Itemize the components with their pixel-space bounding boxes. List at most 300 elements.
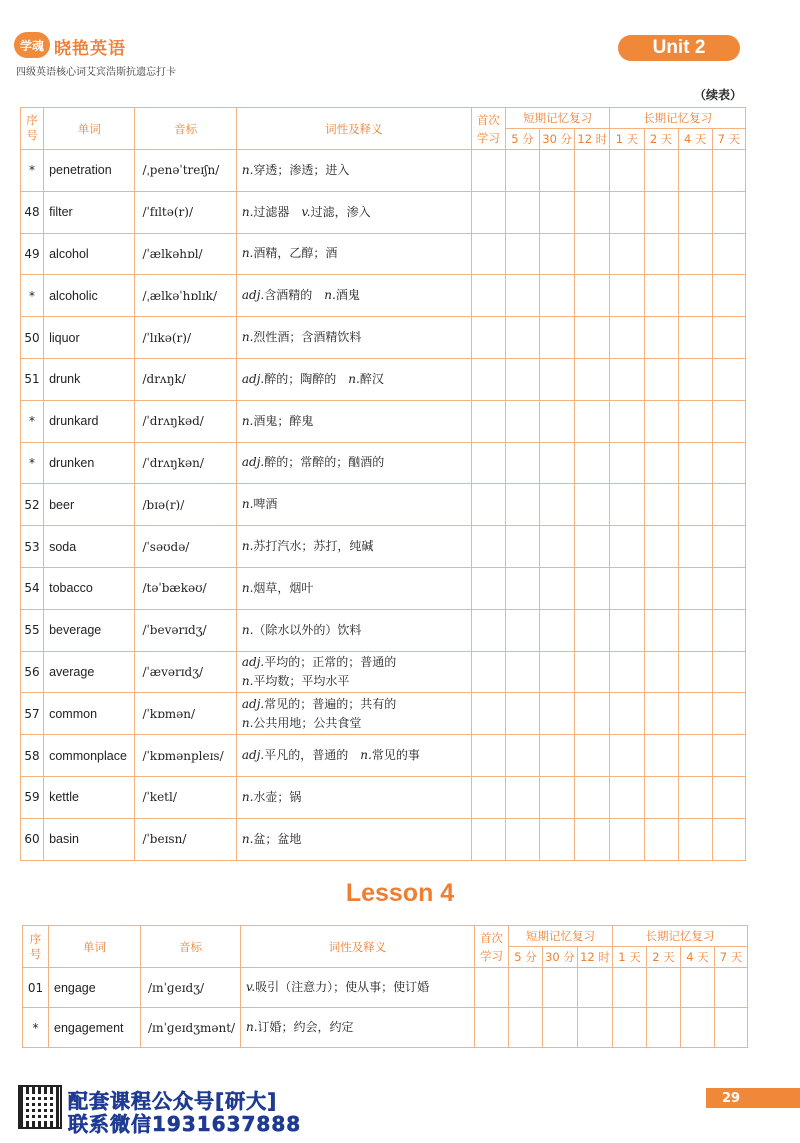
phonetic-cell: /ˈævərɪdʒ/	[135, 651, 236, 693]
checkbox-review[interactable]	[575, 150, 610, 192]
checkbox-review[interactable]	[540, 735, 575, 777]
checkbox-review[interactable]	[647, 1008, 681, 1048]
definition-cell	[236, 275, 471, 317]
table-row	[21, 693, 746, 735]
definition-text: 平凡的，普通的	[264, 748, 361, 763]
checkbox-review[interactable]	[712, 275, 745, 317]
checkbox-review[interactable]	[678, 651, 712, 693]
checkbox-review[interactable]	[678, 484, 712, 526]
col-header-first-study-text: 首次学习	[476, 112, 500, 145]
phonetic-cell: /təˈbækəʊ/	[135, 567, 236, 609]
col-header-interval: 7 天	[715, 947, 748, 968]
definition-text: 订婚；约会，约定	[257, 1020, 354, 1034]
checkbox-review[interactable]	[505, 735, 539, 777]
definition-text: 酒鬼	[335, 288, 360, 303]
checkbox-review[interactable]	[715, 968, 748, 1008]
word-cell: filter	[44, 191, 135, 233]
checkbox-review[interactable]	[681, 1008, 715, 1048]
col-header-long-review: 长期记忆复习	[610, 108, 746, 129]
checkbox-review[interactable]	[505, 317, 539, 359]
word-cell: kettle	[44, 776, 135, 818]
col-header-no	[21, 108, 44, 150]
checkbox-review[interactable]	[575, 400, 610, 442]
checkbox-first-study[interactable]	[475, 968, 509, 1008]
checkbox-review[interactable]	[610, 609, 644, 651]
checkbox-review[interactable]	[712, 191, 745, 233]
checkbox-review[interactable]	[712, 735, 745, 777]
phonetic-cell: /ˈælkəhɒl/	[135, 233, 236, 275]
checkbox-review[interactable]	[712, 693, 745, 735]
logo-badge: 学魂	[14, 32, 50, 58]
checkbox-review[interactable]	[540, 567, 575, 609]
checkbox-review[interactable]	[575, 526, 610, 568]
checkbox-review[interactable]	[678, 526, 712, 568]
table-row	[21, 776, 746, 818]
part-of-speech: n.	[241, 622, 254, 637]
checkbox-review[interactable]	[712, 400, 745, 442]
checkbox-first-study[interactable]	[475, 1008, 509, 1048]
definition-cell	[236, 442, 471, 484]
checkbox-review[interactable]	[712, 233, 745, 275]
checkbox-review[interactable]	[613, 968, 647, 1008]
checkbox-review[interactable]	[505, 776, 539, 818]
row-number: *	[21, 442, 44, 484]
checkbox-review[interactable]	[540, 275, 575, 317]
phonetic-cell: /ˈbevərɪdʒ/	[135, 609, 236, 651]
word-cell: alcoholic	[44, 275, 135, 317]
definition-text: 常见的事	[371, 748, 420, 763]
table-row	[21, 526, 746, 568]
checkbox-review[interactable]	[681, 968, 715, 1008]
definition-cell	[236, 735, 471, 777]
checkbox-review[interactable]	[644, 526, 678, 568]
part-of-speech: adj.	[241, 371, 265, 386]
definition-text: 公共用地；公共食堂	[253, 715, 362, 730]
checkbox-review[interactable]	[644, 651, 678, 693]
checkbox-review[interactable]	[575, 233, 610, 275]
checkbox-review[interactable]	[678, 191, 712, 233]
definition-text: 醉汉	[359, 371, 384, 386]
table-row	[21, 735, 746, 777]
row-number: 57	[21, 693, 44, 735]
part-of-speech: n.	[360, 748, 372, 763]
vocab-table	[20, 107, 746, 861]
definition-text: 酒精，乙醇；酒	[253, 246, 338, 261]
definition-text: 水壶；锅	[253, 789, 302, 804]
checkbox-review[interactable]	[505, 567, 539, 609]
phonetic-cell: /ɪnˈɡeɪdʒ/	[141, 968, 241, 1008]
checkbox-review[interactable]	[647, 968, 681, 1008]
checkbox-review[interactable]	[678, 818, 712, 860]
checkbox-first-study[interactable]	[471, 526, 505, 568]
row-number: 50	[21, 317, 44, 359]
checkbox-review[interactable]	[509, 968, 543, 1008]
checkbox-review[interactable]	[644, 233, 678, 275]
table-row	[21, 233, 746, 275]
checkbox-review[interactable]	[540, 191, 575, 233]
part-of-speech: n.	[241, 715, 254, 730]
definition-cell	[236, 233, 471, 275]
part-of-speech: n.	[241, 246, 254, 261]
checkbox-review[interactable]	[540, 818, 575, 860]
part-of-speech: adj.	[241, 288, 265, 303]
col-header-interval: 4 天	[681, 947, 715, 968]
phonetic-cell: /ˈkɒmən/	[135, 693, 236, 735]
checkbox-review[interactable]	[644, 317, 678, 359]
checkbox-review[interactable]	[712, 651, 745, 693]
col-header-first-study-text: 首次学习	[480, 930, 503, 963]
table-row	[21, 191, 746, 233]
col-header-no-text: 序号	[26, 112, 38, 142]
checkbox-review[interactable]	[578, 1008, 613, 1048]
phonetic-cell: /ˈketl/	[135, 776, 236, 818]
definition-text: 酒鬼；醉鬼	[253, 413, 314, 428]
col-header-interval: 2 天	[647, 947, 681, 968]
checkbox-review[interactable]	[578, 968, 613, 1008]
table-row	[21, 317, 746, 359]
checkbox-first-study[interactable]	[471, 233, 505, 275]
checkbox-review[interactable]	[610, 693, 644, 735]
phonetic-cell: /drʌŋk/	[135, 358, 236, 400]
row-number: *	[21, 150, 44, 192]
part-of-speech: n.	[241, 539, 254, 554]
checkbox-review[interactable]	[712, 776, 745, 818]
checkbox-review[interactable]	[610, 526, 644, 568]
row-number: 54	[21, 567, 44, 609]
definition-text: 盆；盆地	[253, 831, 302, 846]
definition-cell	[236, 651, 471, 693]
qr-code	[20, 1087, 60, 1127]
checkbox-first-study[interactable]	[471, 484, 505, 526]
table-row	[23, 968, 748, 1008]
checkbox-review[interactable]	[610, 275, 644, 317]
promo-line-1: 配套课程公众号[研大]	[68, 1089, 278, 1113]
definition-cell	[236, 400, 471, 442]
phonetic-cell: /ˈkɒmənpleɪs/	[135, 735, 236, 777]
checkbox-review[interactable]	[678, 358, 712, 400]
definition-cell	[241, 1008, 475, 1048]
table-row	[21, 358, 746, 400]
checkbox-review[interactable]	[678, 693, 712, 735]
checkbox-first-study[interactable]	[471, 651, 505, 693]
checkbox-review[interactable]	[610, 233, 644, 275]
checkbox-review[interactable]	[712, 484, 745, 526]
row-number: 53	[21, 526, 44, 568]
word-cell: soda	[44, 526, 135, 568]
checkbox-review[interactable]	[505, 818, 539, 860]
col-header-interval: 5 分	[505, 129, 539, 150]
word-cell: tobacco	[44, 567, 135, 609]
col-header-phonetic: 音标	[141, 926, 241, 968]
definition-text: 含酒精的	[264, 288, 325, 303]
col-header-interval: 12 时	[575, 129, 610, 150]
table-row	[23, 1008, 748, 1048]
checkbox-review[interactable]	[543, 968, 578, 1008]
checkbox-review[interactable]	[610, 400, 644, 442]
checkbox-review[interactable]	[712, 317, 745, 359]
checkbox-review[interactable]	[678, 400, 712, 442]
part-of-speech: n.	[241, 330, 254, 345]
part-of-speech: adj.	[241, 748, 265, 763]
lesson-vocab-table	[22, 925, 748, 1048]
checkbox-review[interactable]	[575, 358, 610, 400]
brand-name: 晓艳英语	[54, 39, 126, 59]
phonetic-cell: /ˈsəʊdə/	[135, 526, 236, 568]
checkbox-first-study[interactable]	[471, 693, 505, 735]
checkbox-review[interactable]	[644, 442, 678, 484]
word-cell: beverage	[44, 609, 135, 651]
checkbox-review[interactable]	[575, 484, 610, 526]
lesson-title: Lesson 4	[345, 879, 455, 907]
col-header-definition: 词性及释义	[236, 108, 471, 150]
checkbox-first-study[interactable]	[471, 776, 505, 818]
checkbox-review[interactable]	[678, 735, 712, 777]
definition-cell	[236, 776, 471, 818]
checkbox-review[interactable]	[505, 526, 539, 568]
word-cell: beer	[44, 484, 135, 526]
part-of-speech: v.	[301, 204, 311, 219]
part-of-speech: adj.	[241, 455, 265, 470]
checkbox-review[interactable]	[644, 567, 678, 609]
checkbox-review[interactable]	[644, 609, 678, 651]
word-cell: liquor	[44, 317, 135, 359]
definition-cell	[241, 968, 475, 1008]
checkbox-review[interactable]	[678, 275, 712, 317]
col-header-interval: 30 分	[540, 129, 575, 150]
word-cell: drunken	[44, 442, 135, 484]
checkbox-review[interactable]	[505, 609, 539, 651]
checkbox-first-study[interactable]	[471, 818, 505, 860]
checkbox-review[interactable]	[678, 317, 712, 359]
definition-cell	[236, 818, 471, 860]
col-header-no	[23, 926, 49, 968]
checkbox-review[interactable]	[540, 609, 575, 651]
checkbox-review[interactable]	[575, 275, 610, 317]
checkbox-review[interactable]	[540, 358, 575, 400]
checkbox-review[interactable]	[712, 818, 745, 860]
checkbox-review[interactable]	[540, 317, 575, 359]
checkbox-first-study[interactable]	[471, 358, 505, 400]
definition-text: 啤酒	[253, 497, 278, 512]
checkbox-review[interactable]	[678, 609, 712, 651]
col-header-first-study	[471, 108, 505, 150]
definition-text: 苏打汽水；苏打，纯碱	[253, 539, 374, 554]
part-of-speech: n.	[241, 673, 254, 688]
checkbox-review[interactable]	[678, 567, 712, 609]
checkbox-review[interactable]	[540, 693, 575, 735]
checkbox-review[interactable]	[610, 317, 644, 359]
checkbox-review[interactable]	[610, 776, 644, 818]
checkbox-review[interactable]	[712, 442, 745, 484]
checkbox-review[interactable]	[610, 358, 644, 400]
checkbox-review[interactable]	[505, 400, 539, 442]
part-of-speech: n.	[241, 497, 254, 512]
checkbox-review[interactable]	[644, 693, 678, 735]
col-header-interval: 2 天	[644, 129, 678, 150]
phonetic-cell: /ˈdrʌŋkəd/	[135, 400, 236, 442]
row-number: 58	[21, 735, 44, 777]
checkbox-review[interactable]	[540, 484, 575, 526]
checkbox-review[interactable]	[644, 275, 678, 317]
part-of-speech: n.	[348, 371, 360, 386]
phonetic-cell: /ˈdrʌŋkən/	[135, 442, 236, 484]
part-of-speech: n.	[241, 162, 254, 177]
checkbox-review[interactable]	[575, 818, 610, 860]
checkbox-review[interactable]	[712, 609, 745, 651]
phonetic-cell: /bɪə(r)/	[135, 484, 236, 526]
table-row	[21, 818, 746, 860]
row-number: 01	[23, 968, 49, 1008]
checkbox-review[interactable]	[505, 233, 539, 275]
definition-text: 烟草，烟叶	[253, 580, 314, 595]
part-of-speech: n.	[324, 288, 336, 303]
checkbox-first-study[interactable]	[471, 442, 505, 484]
col-header-interval: 30 分	[543, 947, 578, 968]
phonetic-cell: /ˌælkəˈhɒlɪk/	[135, 275, 236, 317]
checkbox-review[interactable]	[610, 818, 644, 860]
checkbox-review[interactable]	[644, 400, 678, 442]
checkbox-review[interactable]	[610, 150, 644, 192]
checkbox-review[interactable]	[644, 150, 678, 192]
checkbox-review[interactable]	[505, 191, 539, 233]
col-header-interval: 1 天	[613, 947, 647, 968]
checkbox-review[interactable]	[610, 735, 644, 777]
checkbox-review[interactable]	[505, 651, 539, 693]
checkbox-review[interactable]	[712, 567, 745, 609]
checkbox-review[interactable]	[575, 651, 610, 693]
checkbox-review[interactable]	[678, 150, 712, 192]
col-header-no-text: 序号	[29, 931, 42, 961]
definition-cell	[236, 567, 471, 609]
checkbox-review[interactable]	[540, 526, 575, 568]
definition-text: 烈性酒；含酒精饮料	[253, 330, 362, 345]
checkbox-first-study[interactable]	[471, 275, 505, 317]
definition-text: 平均的；正常的；普通的	[264, 654, 397, 669]
word-cell: engage	[49, 968, 141, 1008]
checkbox-review[interactable]	[540, 442, 575, 484]
part-of-speech: n.	[246, 1020, 258, 1034]
col-header-short-review: 短期记忆复习	[509, 926, 613, 947]
checkbox-review[interactable]	[644, 484, 678, 526]
definition-text: 吸引（注意力）；使从事；使订婚	[255, 980, 430, 994]
definition-text: 醉的；陶醉的	[264, 371, 349, 386]
checkbox-review[interactable]	[540, 776, 575, 818]
definition-text: 过滤器	[253, 204, 302, 219]
definition-cell	[236, 609, 471, 651]
word-cell: drunk	[44, 358, 135, 400]
checkbox-review[interactable]	[540, 233, 575, 275]
checkbox-review[interactable]	[613, 1008, 647, 1048]
checkbox-review[interactable]	[712, 150, 745, 192]
checkbox-review[interactable]	[610, 191, 644, 233]
definition-cell	[236, 526, 471, 568]
checkbox-review[interactable]	[644, 191, 678, 233]
checkbox-review[interactable]	[505, 358, 539, 400]
checkbox-review[interactable]	[644, 358, 678, 400]
checkbox-review[interactable]	[505, 150, 539, 192]
checkbox-review[interactable]	[540, 651, 575, 693]
checkbox-review[interactable]	[575, 442, 610, 484]
checkbox-review[interactable]	[505, 275, 539, 317]
checkbox-review[interactable]	[575, 567, 610, 609]
checkbox-review[interactable]	[575, 776, 610, 818]
phonetic-cell: /ˈfɪltə(r)/	[135, 191, 236, 233]
part-of-speech: adj.	[241, 654, 265, 669]
phonetic-cell: /ɪnˈɡeɪdʒmənt/	[141, 1008, 241, 1048]
checkbox-review[interactable]	[715, 1008, 748, 1048]
checkbox-review[interactable]	[505, 693, 539, 735]
phonetic-cell: /ˌpenəˈtreɪʃn/	[135, 150, 236, 192]
definition-text: 穿透；渗透；进入	[253, 162, 350, 177]
table-row	[21, 567, 746, 609]
checkbox-review[interactable]	[644, 776, 678, 818]
part-of-speech: n.	[241, 789, 254, 804]
promo-line-2: 联系微信1931637888	[68, 1112, 302, 1136]
definition-cell	[236, 358, 471, 400]
checkbox-review[interactable]	[509, 1008, 543, 1048]
checkbox-review[interactable]	[610, 484, 644, 526]
checkbox-review[interactable]	[505, 484, 539, 526]
checkbox-review[interactable]	[543, 1008, 578, 1048]
checkbox-review[interactable]	[540, 400, 575, 442]
checkbox-review[interactable]	[610, 567, 644, 609]
checkbox-review[interactable]	[644, 735, 678, 777]
part-of-speech: adj.	[241, 696, 265, 711]
checkbox-first-study[interactable]	[471, 400, 505, 442]
checkbox-review[interactable]	[575, 317, 610, 359]
checkbox-review[interactable]	[678, 442, 712, 484]
row-number: 59	[21, 776, 44, 818]
checkbox-review[interactable]	[644, 818, 678, 860]
checkbox-review[interactable]	[575, 693, 610, 735]
row-number: *	[21, 275, 44, 317]
page-number: 29	[706, 1088, 800, 1108]
checkbox-review[interactable]	[540, 150, 575, 192]
word-cell: basin	[44, 818, 135, 860]
checkbox-review[interactable]	[610, 651, 644, 693]
word-cell: drunkard	[44, 400, 135, 442]
definition-text: 醉的；常醉的；酗酒的	[264, 455, 385, 470]
word-cell: penetration	[44, 150, 135, 192]
unit-label: Unit 2	[618, 35, 740, 61]
part-of-speech: v.	[246, 980, 256, 994]
checkbox-first-study[interactable]	[471, 150, 505, 192]
phonetic-cell: /ˈlɪkə(r)/	[135, 317, 236, 359]
checkbox-first-study[interactable]	[471, 735, 505, 777]
word-cell: alcohol	[44, 233, 135, 275]
checkbox-review[interactable]	[575, 191, 610, 233]
checkbox-review[interactable]	[575, 735, 610, 777]
checkbox-review[interactable]	[575, 609, 610, 651]
checkbox-review[interactable]	[712, 526, 745, 568]
checkbox-review[interactable]	[712, 358, 745, 400]
col-header-first-study	[475, 926, 509, 968]
word-cell: engagement	[49, 1008, 141, 1048]
checkbox-review[interactable]	[505, 442, 539, 484]
part-of-speech: n.	[241, 204, 254, 219]
row-number: 48	[21, 191, 44, 233]
table-row	[21, 150, 746, 192]
checkbox-first-study[interactable]	[471, 567, 505, 609]
checkbox-first-study[interactable]	[471, 317, 505, 359]
row-number: 52	[21, 484, 44, 526]
checkbox-first-study[interactable]	[471, 609, 505, 651]
checkbox-review[interactable]	[678, 233, 712, 275]
row-number: 55	[21, 609, 44, 651]
checkbox-review[interactable]	[610, 442, 644, 484]
checkbox-first-study[interactable]	[471, 191, 505, 233]
checkbox-review[interactable]	[678, 776, 712, 818]
